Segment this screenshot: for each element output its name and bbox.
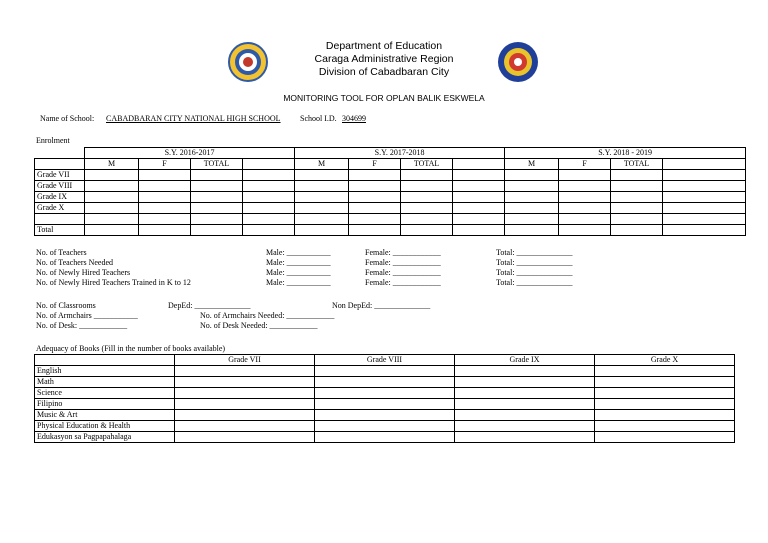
blank-cell [663, 159, 746, 170]
female-field[interactable]: Female: ____________ [365, 258, 441, 267]
male-field[interactable]: Male: ___________ [266, 258, 331, 267]
row-label: Grade IX [35, 192, 85, 203]
input-cell[interactable] [505, 225, 559, 236]
input-cell[interactable] [595, 410, 735, 421]
input-cell[interactable] [85, 214, 139, 225]
input-cell[interactable] [455, 432, 595, 443]
subject-label: Physical Education & Health [35, 421, 175, 432]
input-cell[interactable] [315, 421, 455, 432]
input-cell[interactable] [295, 214, 349, 225]
school-name-value: CABADBARAN CITY NATIONAL HIGH SCHOOL [106, 114, 281, 123]
subject-label: Math [35, 377, 175, 388]
female-field[interactable]: Female: ____________ [365, 248, 441, 257]
input-cell[interactable] [559, 225, 611, 236]
input-cell[interactable] [559, 214, 611, 225]
enrolment-row [35, 203, 746, 214]
grade-header: Grade VIII [315, 355, 455, 366]
row-label [35, 214, 85, 225]
grade-header: Grade VII [175, 355, 315, 366]
desk-needed-field[interactable]: No. of Desk Needed: ____________ [200, 321, 318, 330]
input-cell[interactable] [139, 181, 191, 192]
subject-label: Filipino [35, 399, 175, 410]
input-cell[interactable] [85, 225, 139, 236]
blank-cell [35, 159, 85, 170]
input-cell[interactable] [595, 366, 735, 377]
blank-cell [35, 148, 85, 159]
input-cell[interactable] [663, 214, 746, 225]
input-cell[interactable] [401, 192, 453, 203]
sy-header: S.Y. 2016-2017 [85, 148, 295, 159]
col-f: F [139, 159, 191, 170]
input-cell[interactable] [85, 192, 139, 203]
input-cell[interactable] [243, 192, 295, 203]
total-field[interactable]: Total: ______________ [496, 258, 573, 267]
total-field[interactable]: Total: ______________ [496, 278, 573, 287]
total-field[interactable]: Total: ______________ [496, 268, 573, 277]
input-cell[interactable] [559, 203, 611, 214]
books-header-row [35, 355, 735, 366]
input-cell[interactable] [455, 388, 595, 399]
input-cell[interactable] [455, 410, 595, 421]
input-cell[interactable] [401, 225, 453, 236]
col-total: TOTAL [611, 159, 663, 170]
subject-label: Music & Art [35, 410, 175, 421]
input-cell[interactable] [455, 421, 595, 432]
input-cell[interactable] [243, 181, 295, 192]
desk-field[interactable]: No. of Desk: ____________ [36, 321, 128, 330]
input-cell[interactable] [611, 214, 663, 225]
deped-field[interactable]: DepEd: ______________ [168, 301, 251, 310]
input-cell[interactable] [243, 203, 295, 214]
input-cell[interactable] [175, 432, 315, 443]
header-line-2: Caraga Administrative Region [314, 53, 454, 65]
input-cell[interactable] [315, 377, 455, 388]
input-cell[interactable] [315, 388, 455, 399]
input-cell[interactable] [315, 399, 455, 410]
armchairs-needed-field[interactable]: No. of Armchairs Needed: ____________ [200, 311, 335, 320]
enrolment-row [35, 170, 746, 181]
input-cell[interactable] [505, 181, 559, 192]
enrolment-total-row [35, 225, 746, 236]
row-label: Grade VIII [35, 181, 85, 192]
enrolment-table [34, 147, 746, 236]
input-cell[interactable] [595, 432, 735, 443]
input-cell[interactable] [401, 170, 453, 181]
col-total: TOTAL [401, 159, 453, 170]
input-cell[interactable] [611, 181, 663, 192]
input-cell[interactable] [663, 170, 746, 181]
input-cell[interactable] [295, 170, 349, 181]
school-id-value: 304699 [342, 114, 366, 123]
input-cell[interactable] [315, 366, 455, 377]
input-cell[interactable] [453, 225, 505, 236]
input-cell[interactable] [191, 203, 243, 214]
teachers-label: No. of Newly Hired Teachers [36, 268, 131, 277]
input-cell[interactable] [595, 377, 735, 388]
input-cell[interactable] [505, 214, 559, 225]
col-total: TOTAL [191, 159, 243, 170]
input-cell[interactable] [295, 203, 349, 214]
input-cell[interactable] [595, 399, 735, 410]
input-cell[interactable] [611, 225, 663, 236]
male-field[interactable]: Male: ___________ [266, 278, 331, 287]
teachers-label: No. of Newly Hired Teachers Trained in K to 12 [36, 278, 191, 287]
books-label: Adequacy of Books (Fill in the number of books available) [36, 344, 226, 353]
sy-header: S.Y. 2018 - 2019 [505, 148, 746, 159]
teachers-label: No. of Teachers Needed [36, 258, 114, 267]
document-title: MONITORING TOOL FOR OPLAN BALIK ESKWELA [283, 93, 485, 103]
teachers-label: No. of Teachers [36, 248, 87, 257]
input-cell[interactable] [191, 192, 243, 203]
input-cell[interactable] [455, 399, 595, 410]
input-cell[interactable] [175, 366, 315, 377]
input-cell[interactable] [663, 192, 746, 203]
input-cell[interactable] [401, 203, 453, 214]
input-cell[interactable] [611, 192, 663, 203]
input-cell[interactable] [175, 399, 315, 410]
col-f: F [559, 159, 611, 170]
books-row [35, 399, 735, 410]
input-cell[interactable] [349, 170, 401, 181]
books-row [35, 377, 735, 388]
classrooms-label: No. of Classrooms [36, 301, 96, 310]
input-cell[interactable] [349, 192, 401, 203]
col-m: M [505, 159, 559, 170]
male-field[interactable]: Male: ___________ [266, 248, 331, 257]
input-cell[interactable] [295, 181, 349, 192]
subject-label: Edukasyon sa Pagpapahalaga [35, 432, 175, 443]
books-row [35, 366, 735, 377]
armchairs-field[interactable]: No. of Armchairs ___________ [36, 311, 138, 320]
input-cell[interactable] [455, 377, 595, 388]
input-cell[interactable] [139, 214, 191, 225]
input-cell[interactable] [139, 170, 191, 181]
input-cell[interactable] [559, 192, 611, 203]
input-cell[interactable] [243, 225, 295, 236]
non-deped-field[interactable]: Non DepEd: ______________ [332, 301, 431, 310]
school-name-label: Name of School: [40, 114, 95, 123]
subject-label: Science [35, 388, 175, 399]
input-cell[interactable] [349, 214, 401, 225]
input-cell[interactable] [295, 192, 349, 203]
col-f: F [349, 159, 401, 170]
total-field[interactable]: Total: ______________ [496, 248, 573, 257]
enrolment-label: Enrolment [36, 136, 70, 145]
input-cell[interactable] [663, 181, 746, 192]
blank-cell [35, 355, 175, 366]
header-line-3: Division of Cabadbaran City [318, 66, 450, 78]
sy-header: S.Y. 2017-2018 [295, 148, 505, 159]
input-cell[interactable] [349, 225, 401, 236]
input-cell[interactable] [453, 170, 505, 181]
input-cell[interactable] [243, 170, 295, 181]
input-cell[interactable] [401, 181, 453, 192]
grade-header: Grade X [595, 355, 735, 366]
input-cell[interactable] [315, 410, 455, 421]
input-cell[interactable] [455, 366, 595, 377]
input-cell[interactable] [175, 421, 315, 432]
blank-cell [243, 159, 295, 170]
books-row [35, 410, 735, 421]
input-cell[interactable] [139, 225, 191, 236]
books-row [35, 421, 735, 432]
input-cell[interactable] [139, 203, 191, 214]
input-cell[interactable] [663, 203, 746, 214]
input-cell[interactable] [295, 225, 349, 236]
female-field[interactable]: Female: ____________ [365, 278, 441, 287]
row-label: Grade X [35, 203, 85, 214]
books-table [34, 354, 735, 443]
input-cell[interactable] [175, 377, 315, 388]
input-cell[interactable] [191, 225, 243, 236]
blank-cell [453, 159, 505, 170]
enrolment-row [35, 214, 746, 225]
subject-label: English [35, 366, 175, 377]
input-cell[interactable] [595, 388, 735, 399]
col-m: M [85, 159, 139, 170]
input-cell[interactable] [505, 203, 559, 214]
input-cell[interactable] [611, 203, 663, 214]
input-cell[interactable] [611, 170, 663, 181]
input-cell[interactable] [191, 214, 243, 225]
books-row [35, 388, 735, 399]
input-cell[interactable] [315, 432, 455, 443]
input-cell[interactable] [559, 170, 611, 181]
input-cell[interactable] [453, 181, 505, 192]
input-cell[interactable] [559, 181, 611, 192]
input-cell[interactable] [175, 410, 315, 421]
input-cell[interactable] [663, 225, 746, 236]
enrolment-row [35, 181, 746, 192]
col-m: M [295, 159, 349, 170]
input-cell[interactable] [401, 214, 453, 225]
grade-header: Grade IX [455, 355, 595, 366]
input-cell[interactable] [243, 214, 295, 225]
input-cell[interactable] [175, 388, 315, 399]
input-cell[interactable] [453, 203, 505, 214]
books-row [35, 432, 735, 443]
row-label: Total [35, 225, 85, 236]
input-cell[interactable] [349, 203, 401, 214]
input-cell[interactable] [349, 181, 401, 192]
enrolment-row [35, 192, 746, 203]
enrolment-sy-row [35, 148, 746, 159]
input-cell[interactable] [85, 170, 139, 181]
input-cell[interactable] [595, 421, 735, 432]
input-cell[interactable] [505, 170, 559, 181]
input-cell[interactable] [191, 181, 243, 192]
male-field[interactable]: Male: ___________ [266, 268, 331, 277]
input-cell[interactable] [191, 170, 243, 181]
input-cell[interactable] [505, 192, 559, 203]
input-cell[interactable] [139, 192, 191, 203]
input-cell[interactable] [85, 203, 139, 214]
row-label: Grade VII [35, 170, 85, 181]
school-id-label: School I.D. [300, 114, 337, 123]
input-cell[interactable] [453, 192, 505, 203]
female-field[interactable]: Female: ____________ [365, 268, 441, 277]
header-line-1: Department of Education [325, 40, 443, 52]
input-cell[interactable] [453, 214, 505, 225]
input-cell[interactable] [85, 181, 139, 192]
enrolment-col-row [35, 159, 746, 170]
